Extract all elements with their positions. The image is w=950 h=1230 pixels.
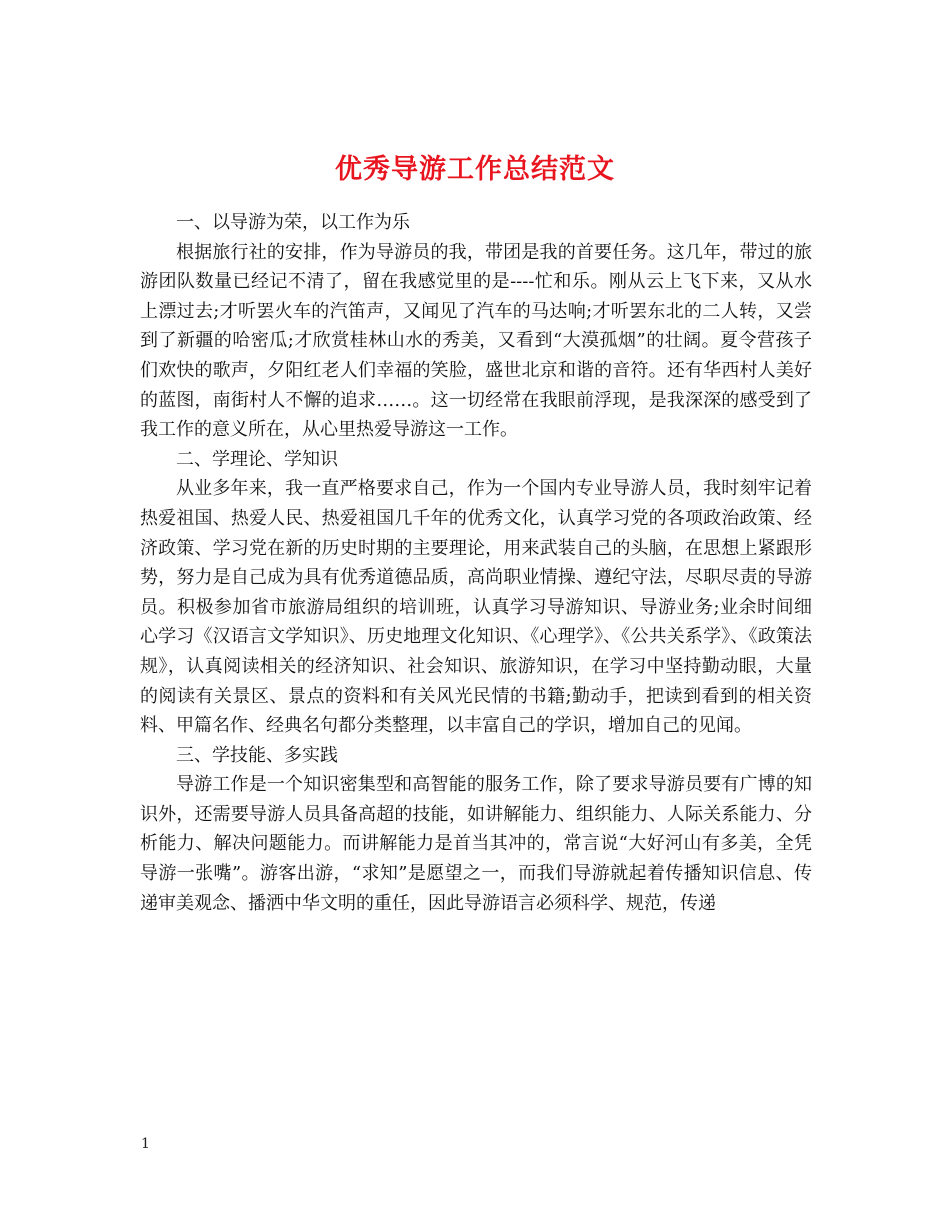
document-body [140, 208, 812, 918]
section-paragraph-2: 从业多年来，我一直严格要求自己，作为一个国内专业导游人员，我时刻牢记着热爱祖国、热爱人民、热爱祖国几千年的优秀文化，认真学习党的各项政治政策、经济政策、学习党在新的历史时期的主要理论，用来武装自己的头脑，在思想上紧跟形势，努力是自己成为具有优秀道德品质，高尚职业情操、遵纪守法，尽职尽责的导游员。积极参加省市旅游局组织的培训班，认真学习导游知识、导游业务;业余时间细心学习《汉语言文学知识》、历史地理文化知识、《心理学》、《公共关系学》、《政策法规》，认真阅读相关的经济知识、社会知识、旅游知识，在学习中坚持勤动眼，大量的阅读有关景区、景点的资料和有关风光民情的书籍;勤动手，把读到看到的相关资料、甲篇名作、经典名句都分类整理，以丰富自己的学识，增加自己的见闻。 [140, 478, 812, 737]
section-paragraph-1: 根据旅行社的安排，作为导游员的我，带团是我的首要任务。这几年，带过的旅游团队数量已经记不清了，留在我感觉里的是----忙和乐。刚从云上飞下来，又从水上漂过去;才听罢火车的汽笛声，又闻见了汽车的马达响;才听罢东北的二人转，又尝到了新疆的哈密瓜;才欣赏桂林山水的秀美，又看到“大漠孤烟”的壮阔。夏令营孩子们欢快的歌声，夕阳红老人们幸福的笑脸，盛世北京和谐的音符。还有华西村人美好的蓝图，南街村人不懈的追求……。这一切经常在我眼前浮现，是我深深的感受到了我工作的意义所在，从心里热爱导游这一工作。 [140, 241, 812, 441]
page-number: 1 [141, 1136, 150, 1152]
section-paragraph-3: 导游工作是一个知识密集型和高智能的服务工作，除了要求导游员要有广博的知识外，还需要导游人员具备高超的技能，如讲解能力、组织能力、人际关系能力、分析能力、解决问题能力。而讲解能力是首当其冲的，常言说“大好河山有多美，全凭导游一张嘴”。游客出游，“求知”是愿望之一，而我们导游就起着传播知识信息、传递审美观念、播洒中华文明的重任，因此导游语言必须科学、规范，传递 [140, 774, 812, 914]
section-heading-2: 二、学理论、学知识 [176, 448, 338, 470]
section-heading-1: 一、以导游为荣，以工作为乐 [176, 212, 410, 233]
document-title: 优秀导游工作总结范文 [335, 154, 615, 186]
section-heading-3: 三、学技能、多实践 [176, 744, 338, 766]
